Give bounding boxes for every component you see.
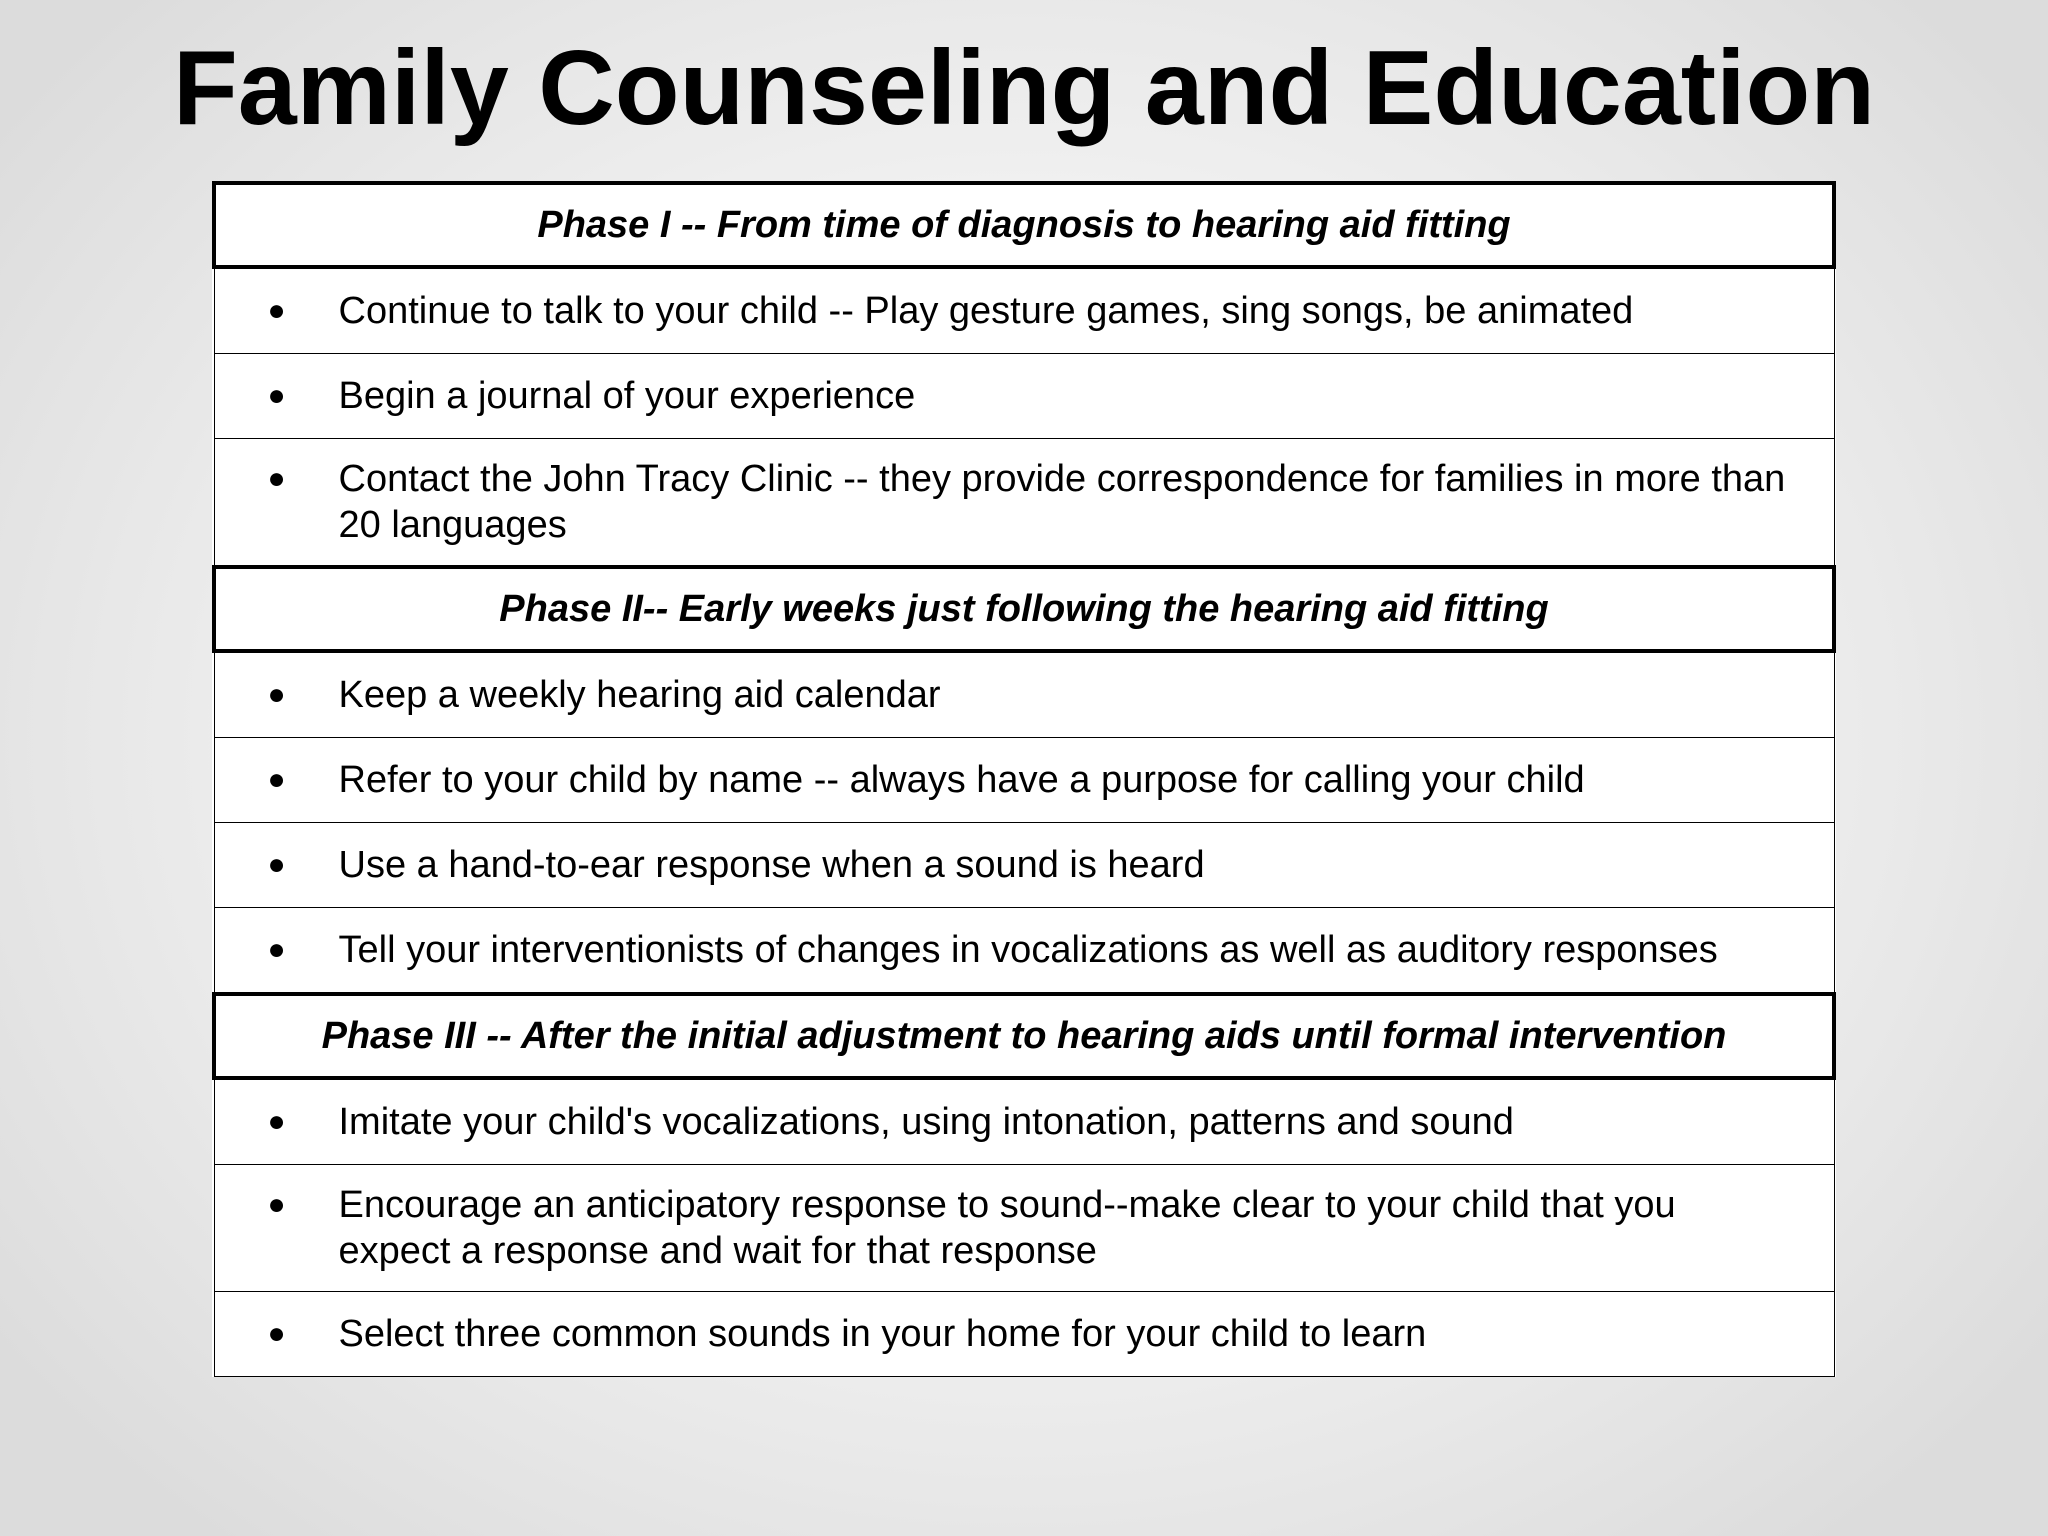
phase-header-2 xyxy=(214,567,1834,651)
list-item xyxy=(214,1292,1834,1377)
bullet-icon: ● xyxy=(267,848,286,881)
phase-header-text: Phase II-- Early weeks just following the hearing aid fitting xyxy=(214,567,1834,651)
phase-header-3 xyxy=(214,994,1834,1078)
bullet-icon: ● xyxy=(267,763,286,796)
list-item xyxy=(214,1165,1834,1292)
item-text: Contact the John Tracy Clinic -- they provide correspondence for families in more than 20 languages xyxy=(338,458,1786,546)
item-text: Use a hand-to-ear response when a sound is heard xyxy=(338,844,1205,886)
item-text: Select three common sounds in your home for your child to learn xyxy=(338,1313,1427,1355)
item-text: Begin a journal of your experience xyxy=(338,375,916,417)
list-item xyxy=(214,439,1834,568)
item-text: Imitate your child's vocalizations, using intonation, patterns and sound xyxy=(338,1101,1514,1143)
phase-table xyxy=(212,181,1836,1377)
item-text: Tell your interventionists of changes in vocalizations as well as auditory responses xyxy=(338,929,1718,971)
list-item xyxy=(214,1078,1834,1165)
list-item xyxy=(214,267,1834,354)
bullet-icon: ● xyxy=(267,462,286,495)
list-item xyxy=(214,651,1834,738)
bullet-icon: ● xyxy=(267,1105,286,1138)
phase-header-text: Phase III -- After the initial adjustment to hearing aids until formal intervention xyxy=(214,994,1834,1078)
item-text: Keep a weekly hearing aid calendar xyxy=(338,674,941,716)
slide-title: Family Counseling and Education xyxy=(172,29,1876,147)
bullet-icon: ● xyxy=(267,294,286,327)
phase-header-text: Phase I -- From time of diagnosis to hearing aid fitting xyxy=(214,183,1834,267)
item-text: Continue to talk to your child -- Play gesture games, sing songs, be animated xyxy=(338,290,1634,332)
item-text: Encourage an anticipatory response to sound--make clear to your child that you expect a response and wait for that response xyxy=(338,1184,1676,1272)
bullet-icon: ● xyxy=(267,379,286,412)
list-item xyxy=(214,908,1834,995)
item-text: Refer to your child by name -- always have a purpose for calling your child xyxy=(338,759,1585,801)
list-item xyxy=(214,738,1834,823)
bullet-icon: ● xyxy=(267,1188,286,1221)
bullet-icon: ● xyxy=(267,933,286,966)
list-item xyxy=(214,354,1834,439)
bullet-icon: ● xyxy=(267,1317,286,1350)
list-item xyxy=(214,823,1834,908)
bullet-icon: ● xyxy=(267,678,286,711)
phase-header-1 xyxy=(214,183,1834,267)
